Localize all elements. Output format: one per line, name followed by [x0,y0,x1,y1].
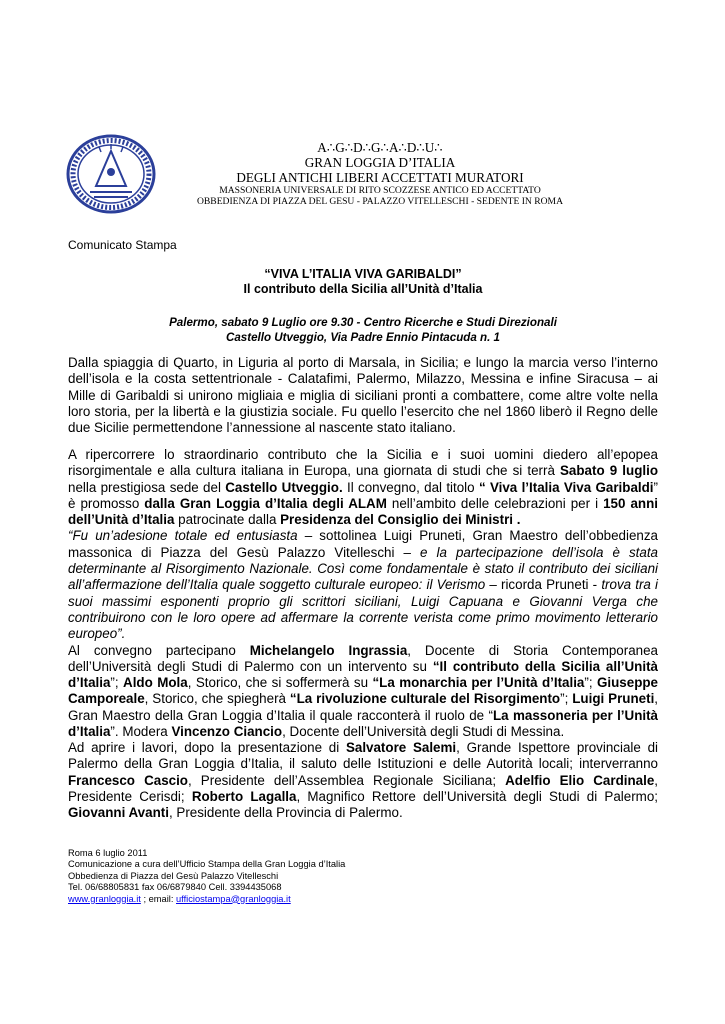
event-details [68,315,658,345]
text-span: – ricorda Pruneti - [485,577,602,593]
patron-highlight: Presidenza del Consiglio dei Ministri . [280,512,521,528]
letterhead-motto: A∴G∴D∴G∴A∴D∴U∴ [317,140,443,155]
speaker-name: Adelfio Elio Cardinale [505,772,655,788]
text-span: ”. Modera [110,724,172,740]
speaker-name: Salvatore Salemi [345,740,457,755]
promoter-highlight: dalla Gran Loggia d’Italia degli ALAM [144,495,387,511]
letterhead-subtitle: DEGLI ANTICHI LIBERI ACCETTATI MURATORI [236,170,524,185]
moderator-name: Vincenzo Ciancio [171,724,283,740]
paragraph-history [68,355,658,436]
text-span: , Docente di Storia Contemporanea dell’Università degli Studi di Palermo con un intervento su [68,642,658,674]
paragraph-text [68,740,658,821]
speaker-name: Giovanni Avanti [68,805,169,821]
footer-contacts [68,848,345,905]
paragraph-quote [68,528,658,642]
footer-date: Roma 6 luglio 2011 [68,848,148,858]
text-span: , Magnifico Rettore dell’Università degli Studi di Palermo; [296,788,658,804]
masonic-seal-icon [66,134,156,214]
letterhead-organization: GRAN LOGGIA D’ITALIA [304,155,456,170]
text-span: A ripercorrere lo straordinario contributo che la Sicilia e i suoi uomini diedero all’epopea risorgimentale e alla cultura italiana in Europa, una giornata di studi che si terrà [68,447,658,479]
event-date-highlight: Sabato 9 luglio [560,463,658,479]
text-span: nella prestigiosa sede del [68,479,226,495]
event-date-line: Palermo, sabato 9 Luglio ore 9.30 - Centro Ricerche e Studi Direzionali [169,316,557,329]
text-span: ”; [110,675,124,691]
paragraph-text [68,447,658,528]
text-span: , Presidente della Provincia di Palermo. [168,805,403,821]
footer-links [68,894,345,905]
text-span: ; email: [140,893,177,904]
title-line-2: Il contributo della Sicilia all’Unità d’Italia [243,282,483,296]
event-venue-line: Castello Utveggio, Via Padre Ennio Pintacuda n. 1 [225,331,500,344]
text-span: ” è promosso [68,479,658,511]
quote-text: e la partecipazione dell’isola è stata determinante al Risorgimento Nazionale. Così come fondamentale è stato il contributo dei siciliani all’affermazione dell’Italia quale soggetto culturale europeo: il Verismo [68,544,659,593]
letterhead-rite: MASSONERIA UNIVERSALE DI RITO SCOZZESE ANTICO ED ACCETTATO [219,185,541,196]
text-span: , Storico, che spiegherà [144,691,290,707]
text-span: , Presidente dell’Assemblea Regionale Siciliana; [188,772,506,788]
footer-line: Comunicazione a cura dell’Ufficio Stampa della Gran Loggia d’Italia [68,859,346,870]
talk-title: “Il contributo della Sicilia all’Unità d’Italia [68,658,658,691]
title-line-1: “VIVA L’ITALIA VIVA GARIBALDI” [264,267,462,281]
text-span: patrocinate dalla [174,512,281,528]
text-span: , Presidente Cerisdi; [68,772,659,804]
letterhead-obedience: OBBEDIENZA DI PIAZZA DEL GESU - PALAZZO VITELLESCHI - SEDENTE IN ROMA [196,196,564,207]
speaker-name: Aldo Mola [123,675,188,691]
venue-highlight: Castello Utveggio. [225,479,343,495]
text-span: , Grande Ispettore provinciale di Palermo della Gran Loggia d’Italia, il saluto delle Istituzioni e delle Autorità locali; interverranno [68,740,658,772]
website-link[interactable]: www.granloggia.it [68,893,141,904]
text-span: nell’ambito delle celebrazioni per i [386,495,604,511]
text-span: Ad aprire i lavori, dopo la presentazione di [68,740,346,755]
press-release-label: Comunicato Stampa [68,238,177,252]
talk-title: La massoneria per l’Unità d’Italia [68,707,658,740]
speaker-name: Giuseppe Camporeale [68,675,659,707]
text-span: , Gran Maestro della Gran Loggia d’Italia il quale racconterà il ruolo de “ [68,691,659,723]
speaker-name: Luigi Pruneti [572,691,655,707]
talk-title: “La rivoluzione culturale del Risorgimento [289,691,561,707]
conference-title-highlight: “ Viva l’Italia Viva Garibaldi [478,479,654,495]
text-span: – sottolinea Luigi Pruneti, Gran Maestro dell’obbedienza massonica di Piazza del Gesù Palazzo Vitelleschi – [68,528,658,560]
text-span: , Storico, che si soffermerà su [187,675,373,691]
letterhead [160,140,600,207]
speaker-name: Roberto Lagalla [191,788,297,804]
paragraph-text: Dalla spiaggia di Quarto, in Liguria al porto di Marsala, in Sicilia; e lungo la marcia verso l’interno dell’isola e la costa settentrionale - Calatafimi, Palermo, Milazzo, Messina e infine Siracusa – ai Mille di Garibaldi si unirono migliaia e miglia di siciliani pronti a combattere, come altre volte nella loro storia, per la libertà e la giustizia sociale. Fu quello l’esercito che nel 1860 liberò il Regno delle due Sicilie permettendone l’annessione al nascente stato italiano. [68,355,658,436]
paragraph-speakers [68,643,658,741]
speaker-name: Francesco Cascio [68,772,188,788]
anniversary-highlight: 150 anni dell’Unità d’Italia [68,495,658,528]
quote-text: trova tra i suoi massimi esponenti proprio gli scrittori siciliani, Luigi Capuana e Giovanni Verga che contribuirono con le loro opere ad affermare la corrente verista come primo movimento letterario europeo”. [68,577,659,642]
text-span: Al convegno partecipano [68,642,250,658]
text-span: , Docente dell’Università degli Studi di Messina. [282,724,565,740]
speaker-name: Michelangelo Ingrassia [249,642,408,658]
document-title [68,267,658,297]
quote-text: “Fu un’adesione totale ed entusiasta [68,528,298,544]
email-link[interactable]: ufficiostampa@granloggia.it [176,893,291,904]
talk-title: “La monarchia per l’Unità d’Italia [372,675,585,691]
text-span: ”; [560,691,573,707]
paragraph-opening [68,740,658,821]
footer-phone: Tel. 06/68805831 fax 06/6879840 Cell. 3394435068 [68,882,282,893]
text-span: ”; [584,675,597,691]
text-span: Il convegno, dal titolo [342,479,479,495]
footer-line: Obbedienza di Piazza del Gesù Palazzo Vitelleschi [68,870,279,881]
paragraph-conference [68,447,658,740]
